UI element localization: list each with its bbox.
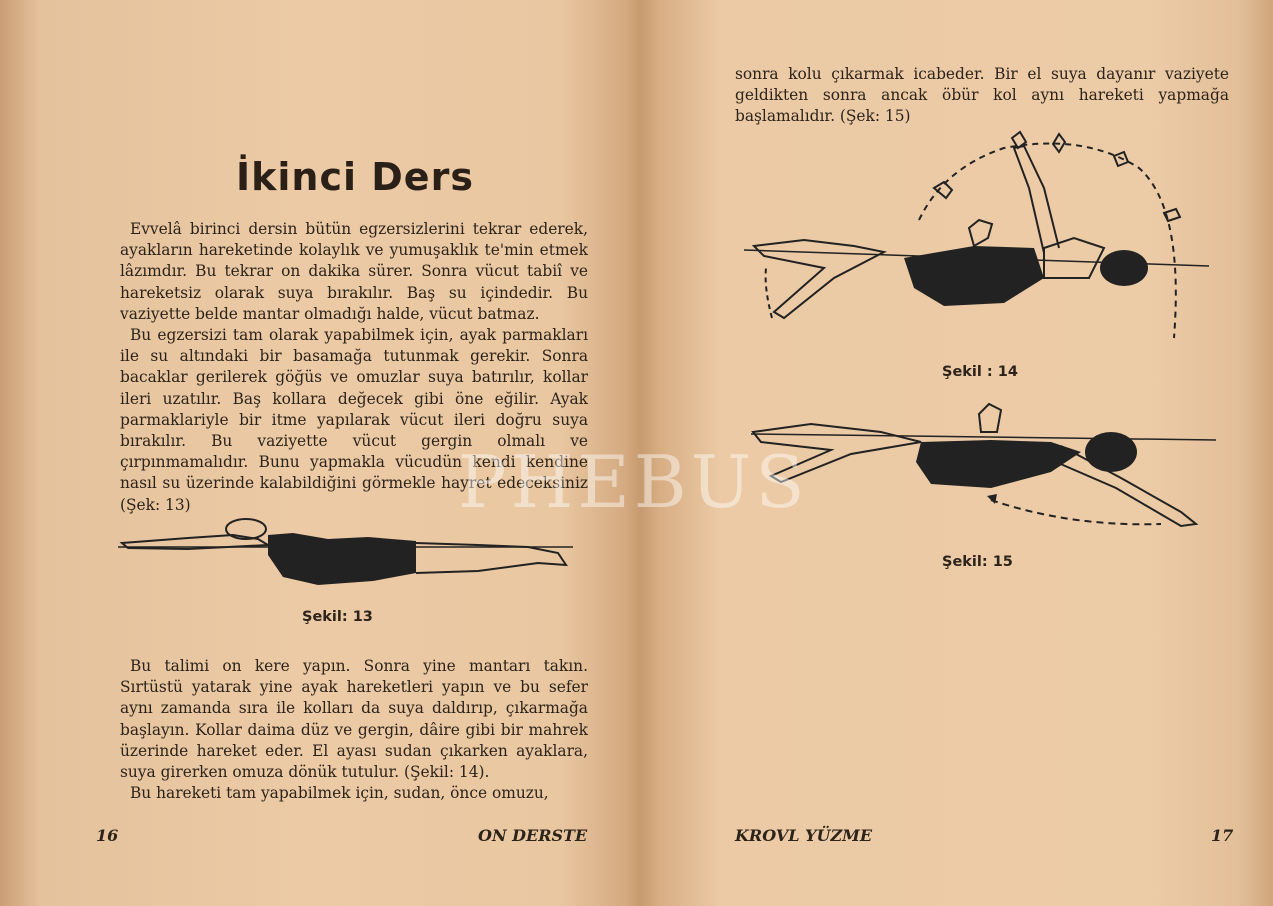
running-head-left: ON DERSTE [478,826,588,845]
page-number-left: 16 [96,826,119,845]
figure-15-illustration [751,392,1231,532]
figure-13-caption: Şekil: 13 [302,609,373,625]
paragraph-4: Bu hareketi tam yapabilmek için, sudan, önce omuzu, [130,784,549,802]
page-number-right: 17 [1211,826,1234,845]
paragraph-3: Bu talimi on kere yapın. Sonra yine mantarı takın. Sırtüstü yatarak yine ayak hareketleri yapın ve bu sefer aynı zamanda sıra ile kolları da suya daldırıp, çıkarmağa başlayın. Kollar daima düz ve gergin, dâire gibi bir mahrek üzerinde hareket eder. El ayası sudan çıkarken ayaklara, suya girerken omuza dönük tutulur. (Şekil: 14). [120,657,588,782]
figure-15-caption: Şekil: 15 [942,554,1013,570]
paragraph-right: sonra kolu çıkarmak icabeder. Bir el suya dayanır vaziyete geldikten sonra ancak öbür kol aynı hareketi yapmağa başlamalıdır. (Şek: 15) [735,65,1229,126]
running-head-right: KROVL YÜZME [735,826,873,845]
figure-13-illustration [118,515,578,590]
figure-14-caption: Şekil : 14 [942,364,1018,380]
watermark: PHEBUS [458,440,809,524]
figure-14-illustration [744,128,1224,348]
chapter-title: İkinci Ders [236,155,474,199]
paragraph-1: Evvelâ birinci dersin bütün egzersizlerini tekrar ederek, ayakların hareketinde kolaylık ve yumuşaklık te'min etmek lâzımdır. Bu tekrar on dakika sürer. Sonra vücut tabiî ve hareketsiz olarak suya bırakılır. Baş su içindedir. Bu vaziyette belde mantar olmadığı halde, vücut batmaz. [120,220,588,323]
paragraph-2: Bu egzersizi tam olarak yapabilmek için, ayak parmakları ile su altındaki bir basamağa tutunmak gerekir. Sonra bacaklar gerilerek göğüs ve omuzlar suya batırılır, kollar ileri uzatılır. Baş kollara değecek gibi öne eğilir. Ayak parmaklariyle bir itme yapılarak vücut ileri doğru suya bırakılır. Bu vaziyette vücut gergin olmalı ve çırpınmamalıdır. Bunu yapmakla vücudün kendi kendine nasıl su üzerinde kalabildiğini görmekle hayret edeceksiniz (Şek: 13) [120,326,588,514]
